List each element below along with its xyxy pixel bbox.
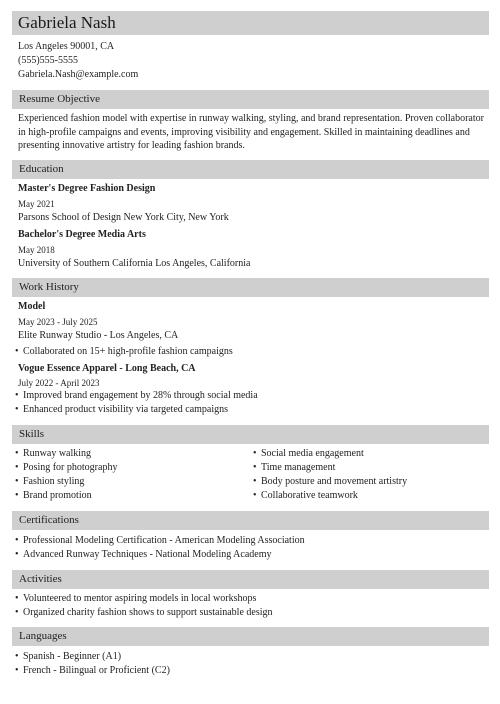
section-header-activities	[12, 570, 489, 589]
language-text: Spanish - Beginner (A1)	[23, 651, 122, 662]
bullet-icon: •	[15, 462, 19, 473]
bullet-icon: •	[15, 448, 19, 459]
section-title: Skills	[19, 428, 45, 440]
skill-text: Body posture and movement artistry	[261, 476, 408, 487]
bullet-icon: •	[15, 665, 19, 676]
list-item	[15, 489, 92, 503]
bullet-icon: •	[15, 535, 19, 546]
section-title: Certifications	[19, 514, 79, 526]
bullet-icon: •	[15, 651, 19, 662]
certification-text: Professional Modeling Certification - American Modeling Association	[23, 535, 305, 546]
job-dates: May 2023 - July 2025	[18, 317, 98, 327]
list-item	[15, 389, 258, 403]
section-title: Activities	[19, 573, 62, 585]
bullet-icon: •	[15, 404, 19, 415]
section-header-certifications	[12, 511, 489, 530]
bullet-icon: •	[15, 607, 19, 618]
job-dates: July 2022 - April 2023	[18, 378, 100, 388]
list-item	[15, 345, 233, 359]
bullet-icon: •	[15, 490, 19, 501]
activity-text: Organized charity fashion shows to support sustainable design	[23, 607, 273, 618]
skill-text: Social media engagement	[261, 448, 364, 459]
bullet-text: Collaborated on 15+ high-profile fashion campaigns	[23, 346, 233, 357]
list-item	[15, 664, 170, 678]
skill-text: Posing for photography	[23, 462, 118, 473]
section-title: Resume Objective	[19, 93, 100, 105]
section-title: Education	[19, 163, 64, 175]
job-title: Model	[18, 301, 46, 312]
list-item	[253, 475, 407, 489]
section-title: Work History	[19, 281, 79, 293]
language-text: French - Bilingual or Proficient (C2)	[23, 665, 170, 676]
list-item	[15, 534, 305, 548]
education-school: Parsons School of Design New York City, New York	[18, 212, 229, 223]
bullet-icon: •	[15, 476, 19, 487]
education-degree: Master's Degree Fashion Design	[18, 183, 156, 194]
bullet-icon: •	[253, 490, 257, 501]
list-item	[15, 475, 84, 489]
section-header-work	[12, 278, 489, 297]
candidate-name: Gabriela Nash	[18, 13, 116, 32]
list-item	[253, 447, 364, 461]
job-company: Elite Runway Studio - Los Angeles, CA	[18, 330, 179, 341]
skill-text: Collaborative teamwork	[261, 490, 358, 501]
bullet-icon: •	[15, 390, 19, 401]
objective-text: Experienced fashion model with expertise in runway walking, styling, and brand representation. Proven collaborator in high-profile campaigns and events, improving visibility and engagement. Skilled in maintaining deadlines and presenting innovative artistry for leading fashion brands.	[18, 113, 484, 151]
list-item	[253, 461, 335, 475]
education-date: May 2021	[18, 199, 55, 209]
job-title: Vogue Essence Apparel - Long Beach, CA	[18, 363, 196, 374]
list-item	[253, 489, 358, 503]
certification-text: Advanced Runway Techniques - National Modeling Academy	[23, 549, 272, 560]
activity-text: Volunteered to mentor aspiring models in local workshops	[23, 593, 257, 604]
bullet-icon: •	[15, 346, 19, 357]
list-item	[15, 548, 272, 562]
list-item	[15, 606, 273, 620]
section-header-languages	[12, 627, 489, 646]
contact-phone: (555)555-5555	[18, 55, 78, 66]
skill-text: Time management	[261, 462, 336, 473]
name-header-bar	[12, 11, 489, 35]
list-item	[15, 403, 228, 417]
list-item	[15, 447, 91, 461]
bullet-icon: •	[15, 593, 19, 604]
education-date: May 2018	[18, 245, 55, 255]
skill-text: Brand promotion	[23, 490, 92, 501]
education-degree: Bachelor's Degree Media Arts	[18, 229, 146, 240]
bullet-icon: •	[253, 448, 257, 459]
section-header-skills	[12, 425, 489, 444]
section-header-objective	[12, 90, 489, 109]
bullet-text: Improved brand engagement by 28% through social media	[23, 390, 258, 401]
bullet-icon: •	[253, 476, 257, 487]
bullet-icon: •	[15, 549, 19, 560]
contact-address: Los Angeles 90001, CA	[18, 41, 115, 52]
section-title: Languages	[19, 630, 67, 642]
list-item	[15, 461, 117, 475]
contact-email: Gabriela.Nash@example.com	[18, 69, 139, 80]
section-header-education	[12, 160, 489, 179]
education-school: University of Southern California Los Angeles, California	[18, 258, 251, 269]
list-item	[15, 592, 256, 606]
skill-text: Fashion styling	[23, 476, 85, 487]
skill-text: Runway walking	[23, 448, 92, 459]
bullet-text: Enhanced product visibility via targeted campaigns	[23, 404, 229, 415]
bullet-icon: •	[253, 462, 257, 473]
list-item	[15, 650, 121, 664]
